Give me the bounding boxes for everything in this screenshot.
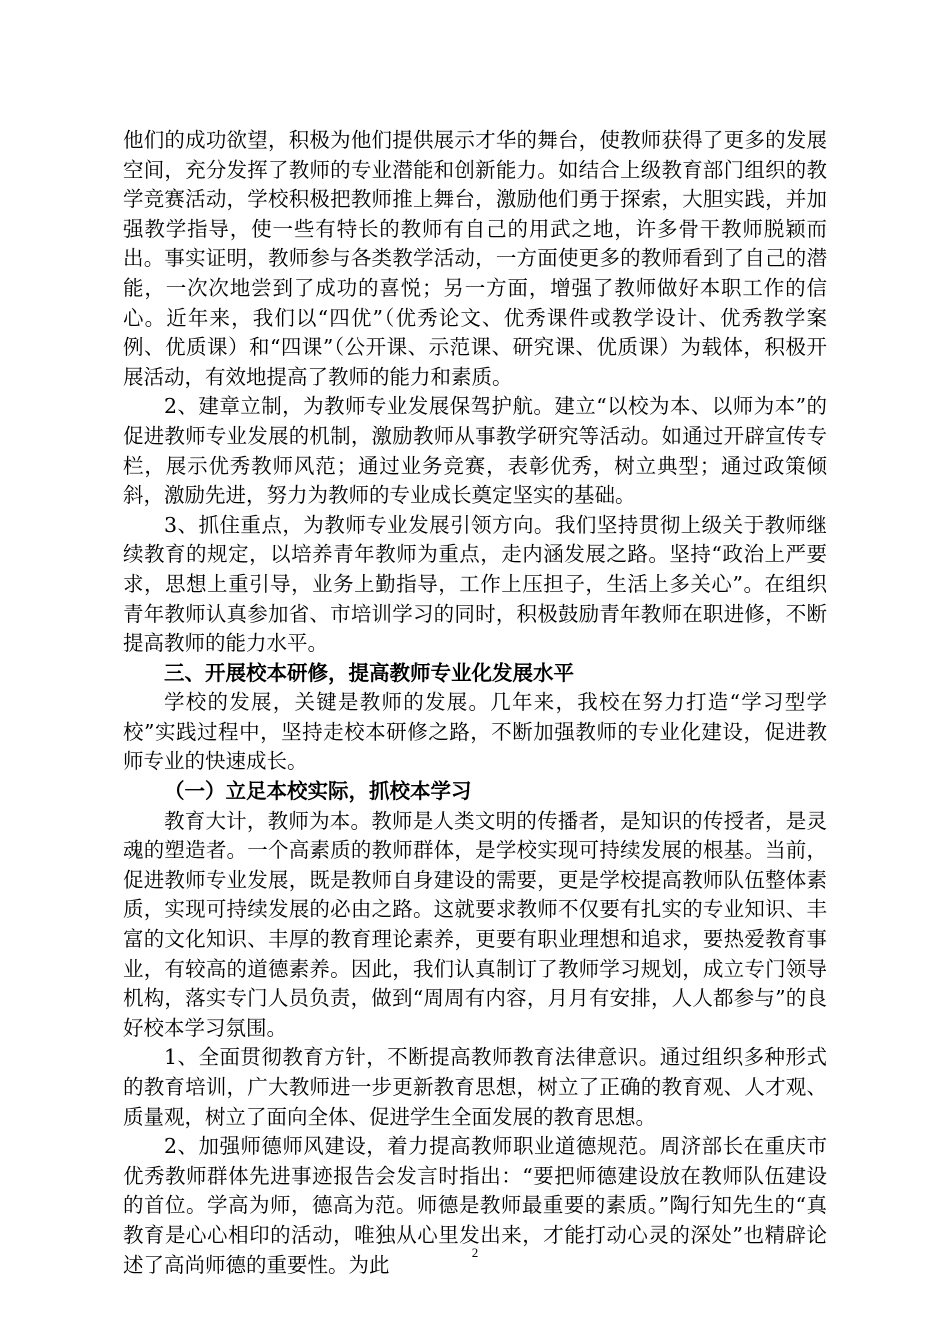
paragraph-point-1: 1、全面贯彻教育方针，不断提高教师教育法律意识。通过组织多种形式的教育培训，广大教师进一步更新教育思想，树立了正确的教育观、人才观、质量观，树立了面向全体、促进学生全面发展的教育思想。 [123, 1045, 827, 1129]
document-page [123, 126, 827, 1280]
paragraph-item-2: 2、建章立制，为教师专业发展保驾护航。建立“以校为本、以师为本”的促进教师专业发展的机制，激励教师从事教学研究等活动。如通过开辟宣传专栏，展示优秀教师风范；通过业务竞赛，表彰优秀，树立典型；通过政策倾斜，激励先进，努力为教师的专业成长奠定坚实的基础。 [123, 394, 827, 508]
page-number: 2 [471, 1245, 479, 1260]
paragraph-section-intro: 学校的发展，关键是教师的发展。几年来，我校在努力打造“学习型学校”实践过程中，坚持走校本研修之路，不断加强教师的专业化建设，促进教师专业的快速成长。 [123, 690, 827, 774]
section-heading-3: 三、开展校本研修，提高教师专业化发展水平 [164, 660, 574, 685]
paragraph-point-2: 2、加强师德师风建设，着力提高教师职业道德规范。周济部长在重庆市优秀教师群体先进事迹报告会发言时指出：“要把师德建设放在教师队伍建设的首位。学高为师，德高为范。师德是教师最重要的素质。”陶行知先生的“真教育是心心相印的活动，唯独从心里发出来，才能打动心灵的深处”也精辟论述了高尚师德的重要性。为此 [123, 1134, 827, 1277]
subsection-heading-1: （一）立足本校实际，抓校本学习 [164, 779, 472, 804]
paragraph-item-3: 3、抓住重点，为教师专业发展引领方向。我们坚持贯彻上级关于教师继续教育的规定，以培养青年教师为重点，走内涵发展之路。坚持“政治上严要求，思想上重引导，业务上勤指导，工作上压担子，生活上多关心”。在组织青年教师认真参加省、市培训学习的同时，积极鼓励青年教师在职进修，不断提高教师的能力水平。 [123, 512, 827, 656]
paragraph-continuation: 他们的成功欲望，积极为他们提供展示才华的舞台，使教师获得了更多的发展空间，充分发挥了教师的专业潜能和创新能力。如结合上级教育部门组织的教学竞赛活动，学校积极把教师推上舞台，激励他们勇于探索，大胆实践，并加强教学指导，使一些有特长的教师有自己的用武之地，许多骨干教师脱颖而出。事实证明，教师参与各类教学活动，一方面使更多的教师看到了自己的潜能，一次次地尝到了成功的喜悦；另一方面，增强了教师做好本职工作的信心。近年来，我们以“四优”（优秀论文、优秀课件或教学设计、优秀教学案例、优质课）和“四课”（公开课、示范课、研究课、优质课）为载体，积极开展活动，有效地提高了教师的能力和素质。 [123, 128, 827, 389]
paragraph-subsection-body: 教育大计，教师为本。教师是人类文明的传播者，是知识的传授者，是灵魂的塑造者。一个高素质的教师群体，是学校实现可持续发展的根基。当前，促进教师专业发展，既是教师自身建设的需要，更是学校提高教师队伍整体素质，实现可持续发展的必由之路。这就要求教师不仅要有扎实的专业知识、丰富的文化知识、丰厚的教育理论素养，更要有职业理想和追求，要热爱教育事业，有较高的道德素养。因此，我们认真制订了教师学习规划，成立专门领导机构，落实专门人员负责，做到“周周有内容，月月有安排，人人都参与”的良好校本学习氛围。 [123, 808, 827, 1040]
